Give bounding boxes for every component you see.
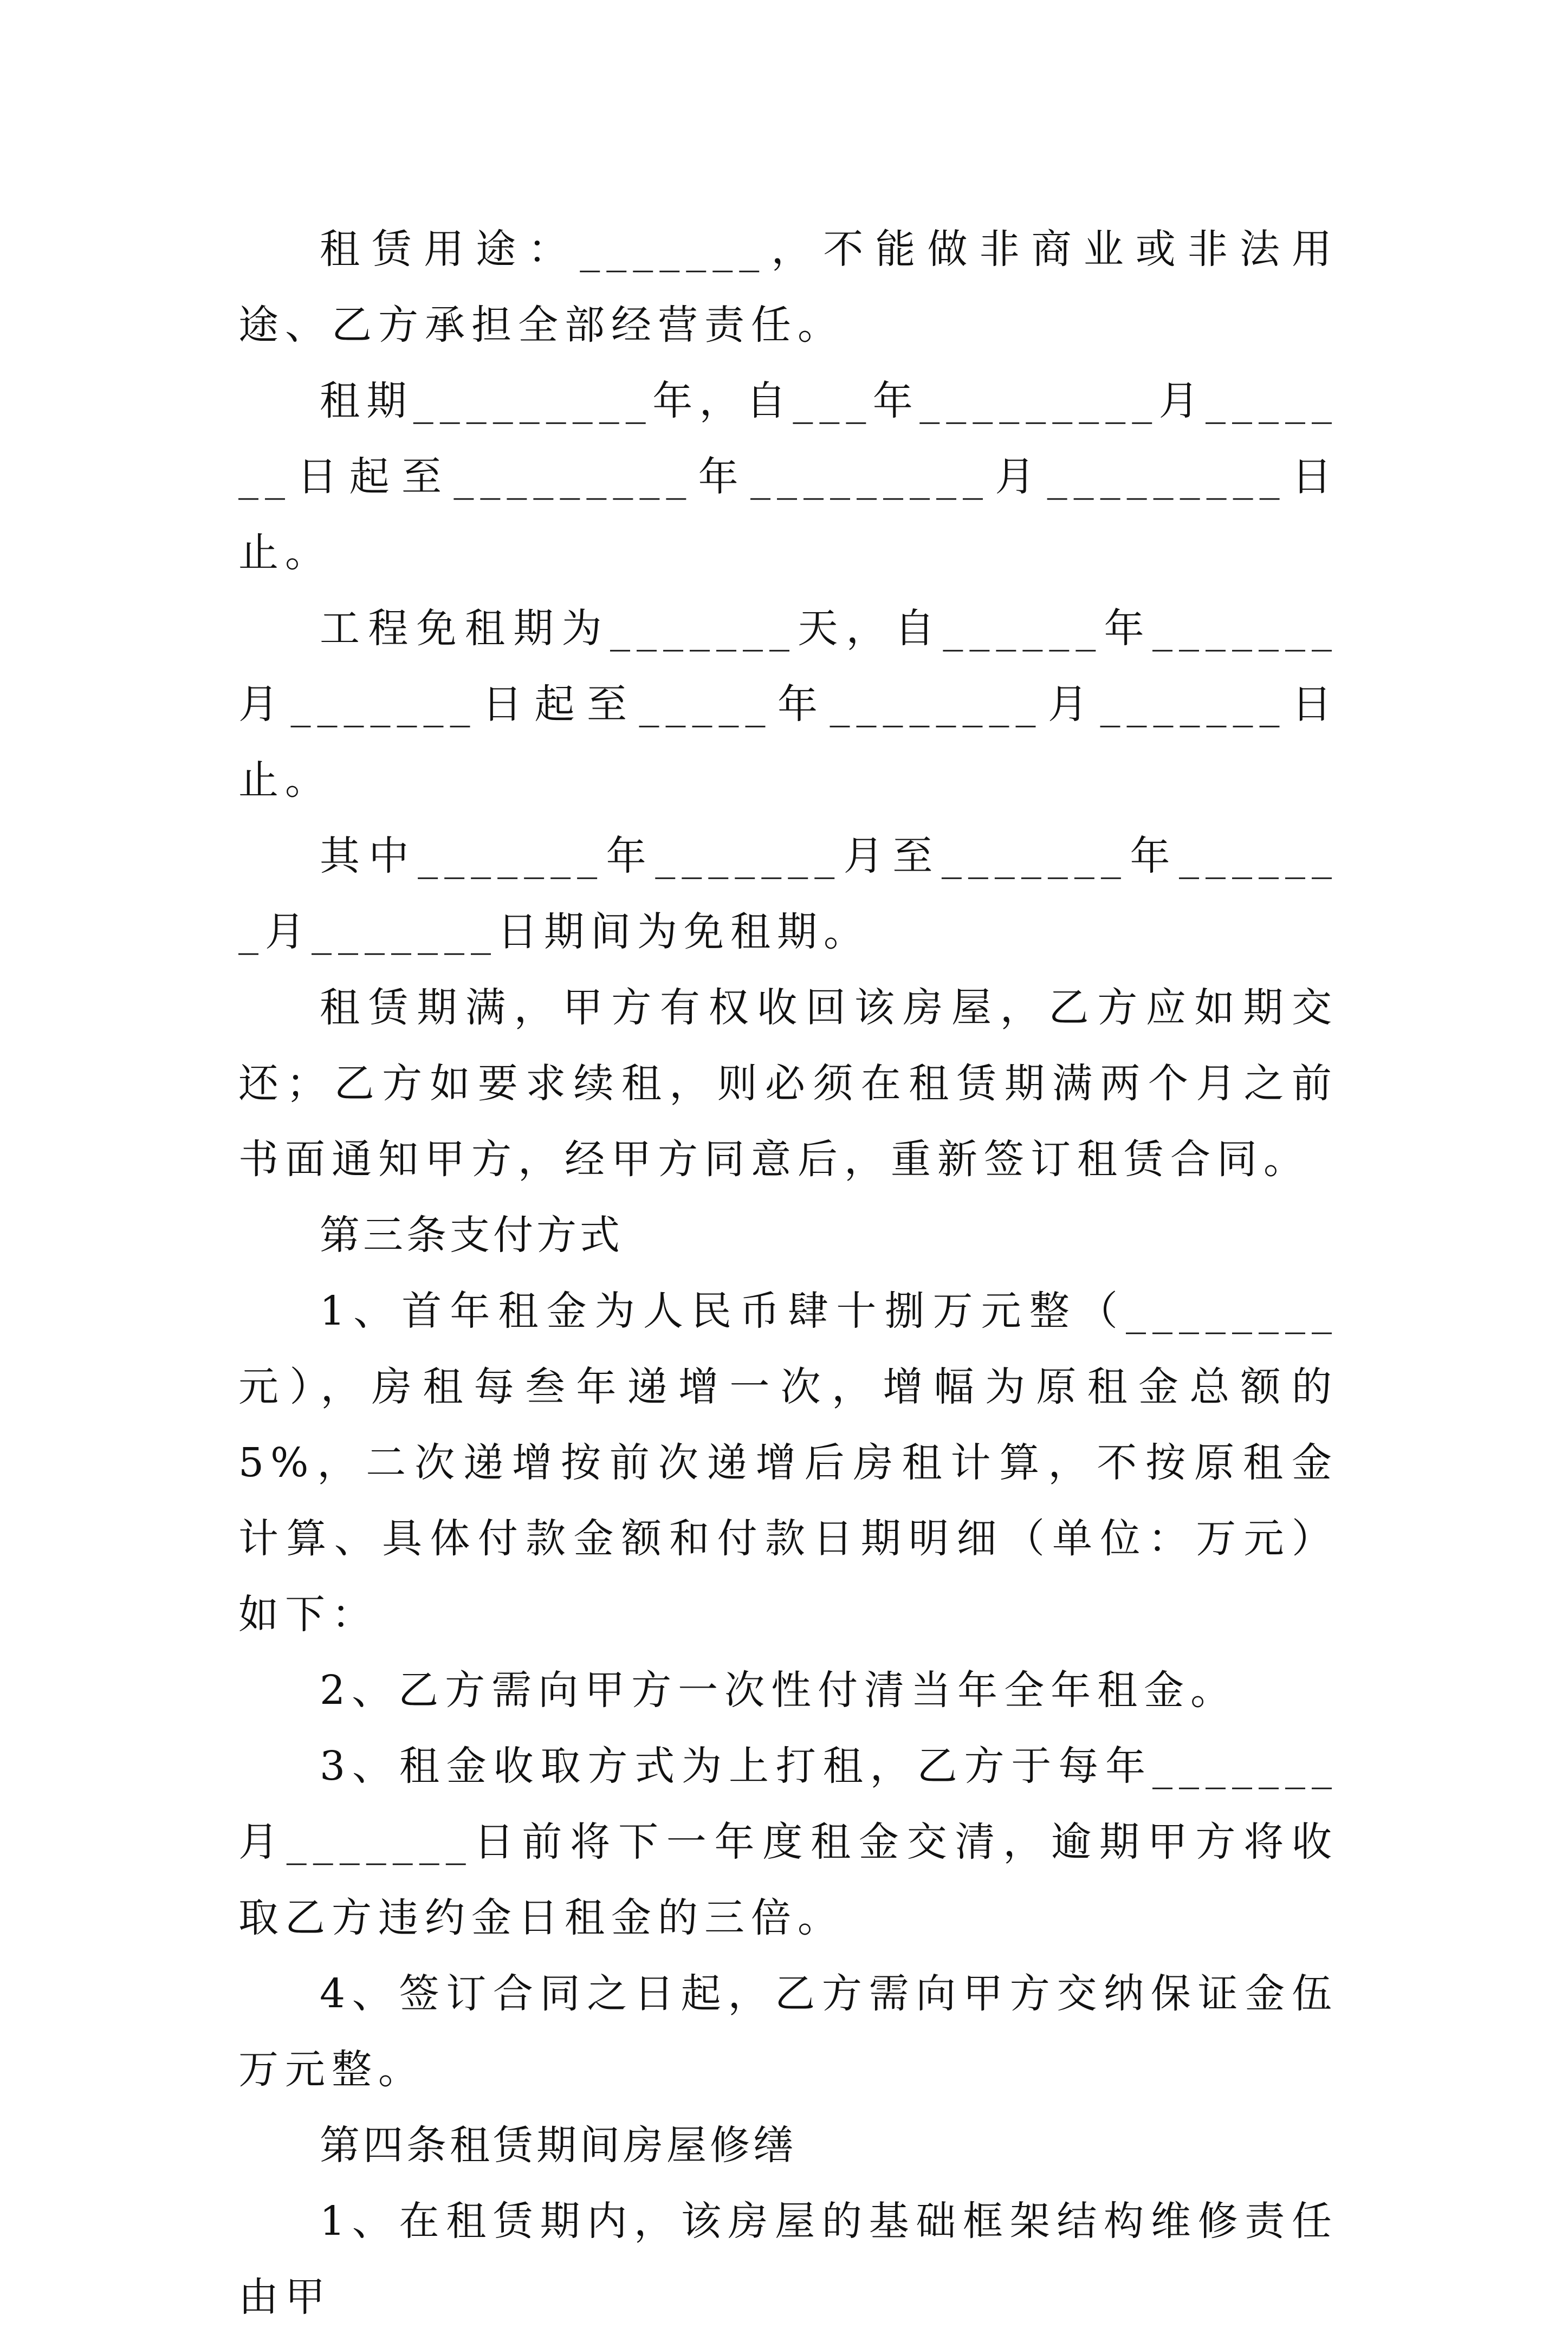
clause-purpose: 租赁用途：_______，不能做非商业或非法用途、乙方承担全部经营责任。	[238, 226, 1338, 348]
clause-renewal: 租赁期满，甲方有权收回该房屋，乙方应如期交还；乙方如要求续租，则必须在租赁期满两个月之前书面通知甲方，经甲方同意后，重新签订租赁合同。	[238, 984, 1338, 1183]
section-heading-repairs: 第四条租赁期间房屋修缮	[320, 2122, 796, 2169]
section-heading-payment: 第三条支付方式	[320, 1212, 623, 1259]
repairs-item-1: 1、在租赁期内，该房屋的基础框架结构维修责任由甲	[238, 2198, 1338, 2320]
document-page	[238, 211, 1338, 2335]
payment-item-1: 1、首年租金为人民币肆十捌万元整（________元），房租每叁年递增一次，增幅为原租金总额的5%，二次递增按前次递增后房租计算，不按原租金计算、具体付款金额和付款日期明细（单位：万元）如下：	[238, 1288, 1338, 1638]
payment-item-4: 4、签订合同之日起，乙方需向甲方交纳保证金伍万元整。	[238, 1970, 1338, 2093]
payment-item-3: 3、租金收取方式为上打租，乙方于每年_______月_______日前将下一年度租金交清，逾期甲方将收取乙方违约金日租金的三倍。	[238, 1743, 1338, 1941]
clause-rent-free-range: 其中_______年_______月至_______年_______月_______日期间为免租期。	[238, 833, 1338, 955]
clause-lease-term: 租期_________年，自___年_________月_______日起至_________年_________月_________日止。	[238, 378, 1338, 576]
payment-item-2: 2、乙方需向甲方一次性付清当年全年租金。	[320, 1667, 1237, 1714]
clause-rent-free-period: 工程免租期为_______天，自______年_______月_______日起至_____年________月_______日止。	[238, 605, 1338, 803]
